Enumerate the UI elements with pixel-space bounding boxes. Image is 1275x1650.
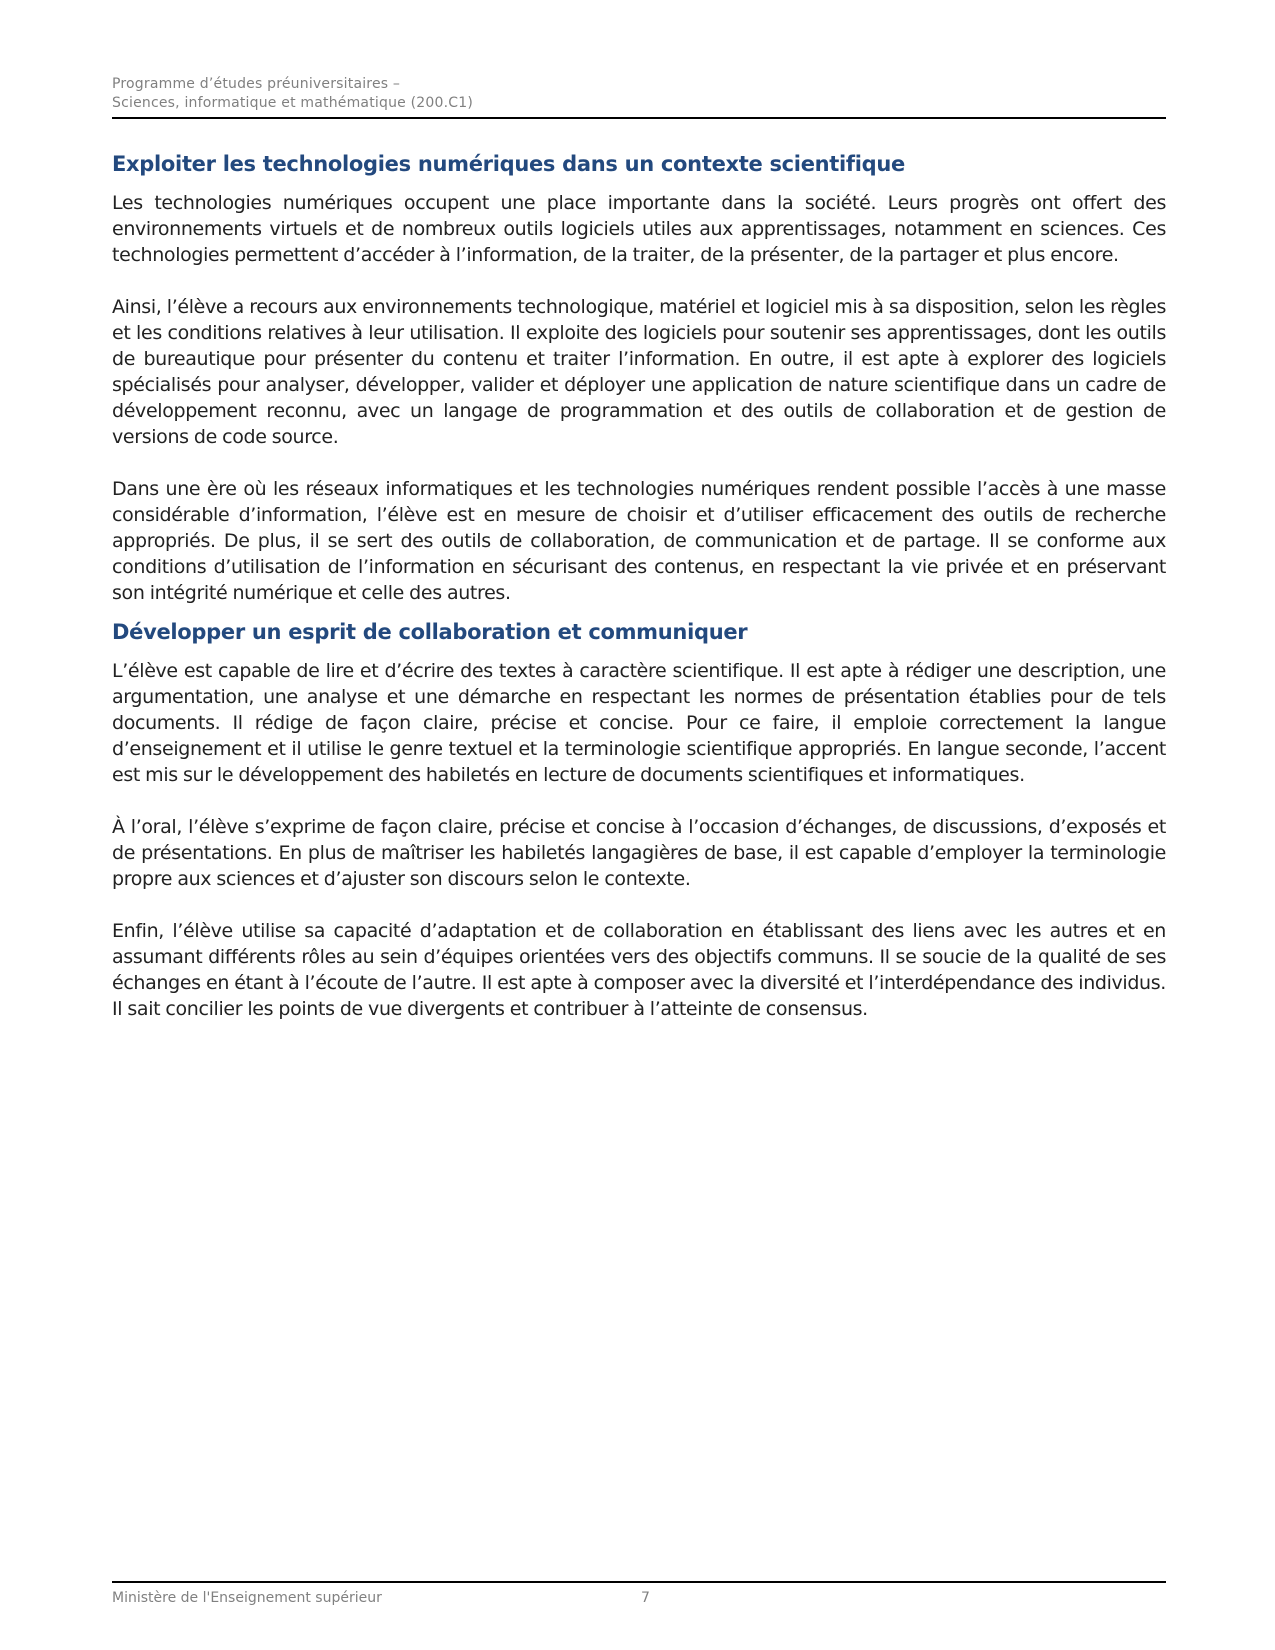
document-body [112, 150, 1166, 1022]
section-title: Exploiter les technologies numériques dans un contexte scientifique [112, 152, 905, 176]
paragraph: Dans une ère où les réseaux informatiques et les technologies numériques rendent possible l’accès à une masse considérable d’information, l’élève est en mesure de choisir et d’utiliser efficacement des outils de recherche appropriés. De plus, il se sert des outils de collaboration, de communication et de partage. Il se conforme aux conditions d’utilisation de l’information en sécurisant des contenus, en respectant la vie privée et en préservant son intégrité numérique et celle des autres. [112, 478, 1166, 604]
section-technologies-numeriques [112, 150, 1166, 606]
header-program-subtitle: Sciences, informatique et mathématique (200.C1) [112, 95, 473, 111]
page-footer [112, 1581, 1166, 1613]
paragraph: Les technologies numériques occupent une place importante dans la société. Leurs progrès ont offert des environnements virtuels et de nombreux outils logiciels utiles aux apprentissages, notamment en sciences. Ces technologies permettent d’accéder à l’information, de la traiter, de la présenter, de la partager et plus encore. [112, 192, 1166, 266]
paragraph: Ainsi, l’élève a recours aux environnements technologique, matériel et logiciel mis à sa disposition, selon les règles et les conditions relatives à leur utilisation. Il exploite des logiciels pour soutenir ses apprentissages, dont les outils de bureautique pour présenter du contenu et traiter l’information. En outre, il est apte à explorer des logiciels spécialisés pour analyser, développer, valider et déployer une application de nature scientifique dans un cadre de développement reconnu, avec un langage de programmation et des outils de collaboration et de gestion de versions de code source. [112, 296, 1166, 448]
page-header [112, 75, 1166, 119]
page-number: 7 [641, 1590, 650, 1606]
header-program-title: Programme d’études préuniversitaires – [112, 76, 401, 92]
paragraph: L’élève est capable de lire et d’écrire des textes à caractère scientifique. Il est apte à rédiger une description, une argumentation, une analyse et une démarche en respectant les normes de présentation établies pour de tels documents. Il rédige de façon claire, précise et concise. Pour ce faire, il emploie correctement la langue d’enseignement et il utilise le genre textuel et la terminologie scientifique appropriés. En langue seconde, l’accent est mis sur le développement des habiletés en lecture de documents scientifiques et informatiques. [112, 660, 1166, 786]
footer-publisher: Ministère de l'Enseignement supérieur [112, 1590, 382, 1606]
paragraph: À l’oral, l’élève s’exprime de façon claire, précise et concise à l’occasion d’échanges, de discussions, d’exposés et de présentations. En plus de maîtriser les habiletés langagières de base, il est capable d’employer la terminologie propre aux sciences et d’ajuster son discours selon le contexte. [112, 816, 1166, 890]
paragraph: Enfin, l’élève utilise sa capacité d’adaptation et de collaboration en établissant des liens avec les autres et en assumant différents rôles au sein d’équipes orientées vers des objectifs communs. Il se soucie de la qualité de ses échanges en étant à l’écoute de l’autre. Il est apte à composer avec la diversité et l’interdépendance des individus. Il sait concilier les points de vue divergents et contribuer à l’atteinte de consensus. [112, 920, 1166, 1020]
section-collaboration-communication [112, 618, 1166, 1022]
section-title: Développer un esprit de collaboration et communiquer [112, 620, 748, 644]
